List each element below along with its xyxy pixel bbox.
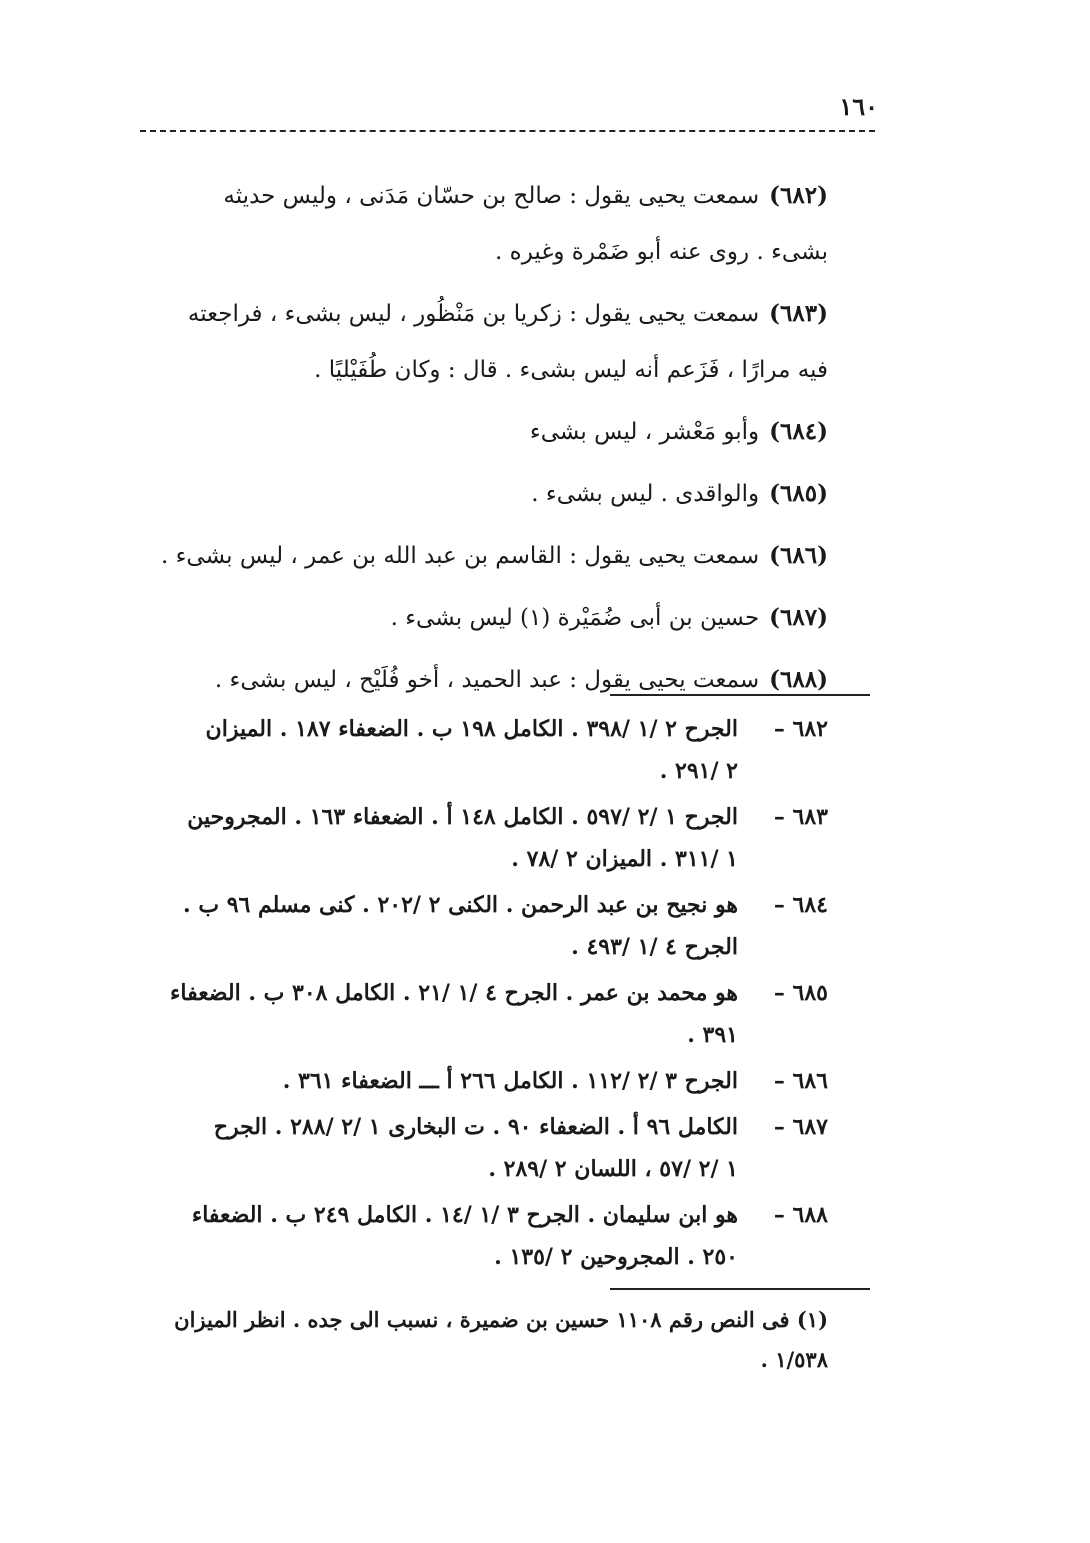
note-number: ٦٨٥ – <box>773 980 828 1006</box>
entry-685 <box>140 466 828 522</box>
page-number: ١٦٠ <box>839 92 878 121</box>
entry-number: (٦٨٦) <box>769 542 828 569</box>
entry-line: سمعت يحيى يقول : زكريا بن مَنْظُور ، ليس بشىء ، فراجعته <box>187 301 760 327</box>
entry-684 <box>140 404 828 460</box>
main-text <box>140 168 828 708</box>
note-line: ٣٩١ . <box>687 1022 738 1048</box>
entry-682 <box>140 168 828 280</box>
entry-number: (٦٨٤) <box>769 418 828 445</box>
footnote-line: (١) فى النص رقم ١١٠٨ حسين بن ضميرة ، نسبب الى جده . انظر الميزان <box>174 1307 828 1332</box>
entry-line: سمعت يحيى يقول : صالح بن حسّان مَدَنى ، وليس حديثه <box>223 183 760 209</box>
entry-line: وأبو مَعْشر ، ليس بشىء <box>529 419 760 445</box>
note-line: هو ابن سليمان . الجرح ٣ /١ /١٤ . الكامل ٢٤٩ ب . الضعفاء <box>191 1202 738 1228</box>
entry-line: فيه مرارًا ، فَزَعم أنه ليس بشىء . قال : وكان طُفَيْليًا . <box>314 357 828 383</box>
entry-number: (٦٨٣) <box>769 300 828 327</box>
note-683 <box>140 796 828 880</box>
note-line: الجرح ١ /٢ /٥٩٧ . الكامل ١٤٨ أ . الضعفاء ١٦٣ . المجروحين <box>187 804 738 830</box>
note-682 <box>140 708 828 792</box>
entry-line: بشىء . روى عنه أبو ضَمْرة وغيره . <box>495 239 828 265</box>
entry-683 <box>140 286 828 398</box>
note-685 <box>140 972 828 1056</box>
note-line: ١ /٢ /٥٧ ، اللسان ٢ /٢٨٩ . <box>488 1156 738 1182</box>
note-line: ١ /٣١١ . الميزان ٢ /٧٨ . <box>511 846 738 872</box>
entry-number: (٦٨٥) <box>769 480 828 507</box>
entry-688 <box>140 652 828 708</box>
entry-687 <box>140 590 828 646</box>
note-688 <box>140 1194 828 1278</box>
entry-number: (٦٨٨) <box>769 666 828 693</box>
entry-line: سمعت يحيى يقول : عبد الحميد ، أخو فُلَيْح ، ليس بشىء . <box>214 667 760 693</box>
note-number: ٦٨٣ – <box>773 804 828 830</box>
entry-line: والواقدى . ليس بشىء . <box>531 481 760 507</box>
entry-number: (٦٨٧) <box>769 604 828 631</box>
note-number: ٦٨٦ – <box>773 1068 828 1094</box>
note-line: الكامل ٩٦ أ . الضعفاء ٩٠ . ت البخارى ١ /٢ /٢٨٨ . الجرح <box>213 1114 738 1140</box>
entry-line: سمعت يحيى يقول : القاسم بن عبد الله بن عمر ، ليس بشىء . <box>160 543 760 569</box>
note-line: ٢٥٠ . المجروحين ٢ /١٣٥ . <box>494 1244 738 1270</box>
note-number: ٦٨٢ – <box>773 716 828 742</box>
note-686 <box>140 1060 828 1102</box>
notes-separator <box>610 694 870 696</box>
note-687 <box>140 1106 828 1190</box>
note-line: ٢ /٢٩١ . <box>659 758 738 784</box>
note-line: الجرح ٣ /٢ /١١٢ . الكامل ٢٦٦ أ ـــ الضعفاء ٣٦١ . <box>282 1068 738 1094</box>
note-line: الجرح ٢ /١ /٣٩٨ . الكامل ١٩٨ ب . الضعفاء ١٨٧ . الميزان <box>205 716 738 742</box>
note-684 <box>140 884 828 968</box>
footnote-separator <box>610 1288 870 1290</box>
footnote <box>140 1300 828 1380</box>
entry-686 <box>140 528 828 584</box>
header-rule <box>140 130 875 132</box>
note-number: ٦٨٨ – <box>773 1202 828 1228</box>
entry-number: (٦٨٢) <box>769 182 828 209</box>
note-line: هو نجيح بن عبد الرحمن . الكنى ٢ /٢٠٢ . كنى مسلم ٩٦ ب . <box>183 892 738 918</box>
note-number: ٦٨٧ – <box>773 1114 828 1140</box>
entry-line: حسين بن أبى ضُمَيْرة (١) ليس بشىء . <box>390 605 760 631</box>
footnote-line: ١/٥٣٨ . <box>760 1347 828 1372</box>
references-notes <box>140 708 828 1282</box>
note-line: الجرح ٤ /١ /٤٩٣ . <box>571 934 738 960</box>
note-number: ٦٨٤ – <box>773 892 828 918</box>
note-line: هو محمد بن عمر . الجرح ٤ /١ /٢١ . الكامل ٣٠٨ ب . الضعفاء <box>170 980 738 1006</box>
